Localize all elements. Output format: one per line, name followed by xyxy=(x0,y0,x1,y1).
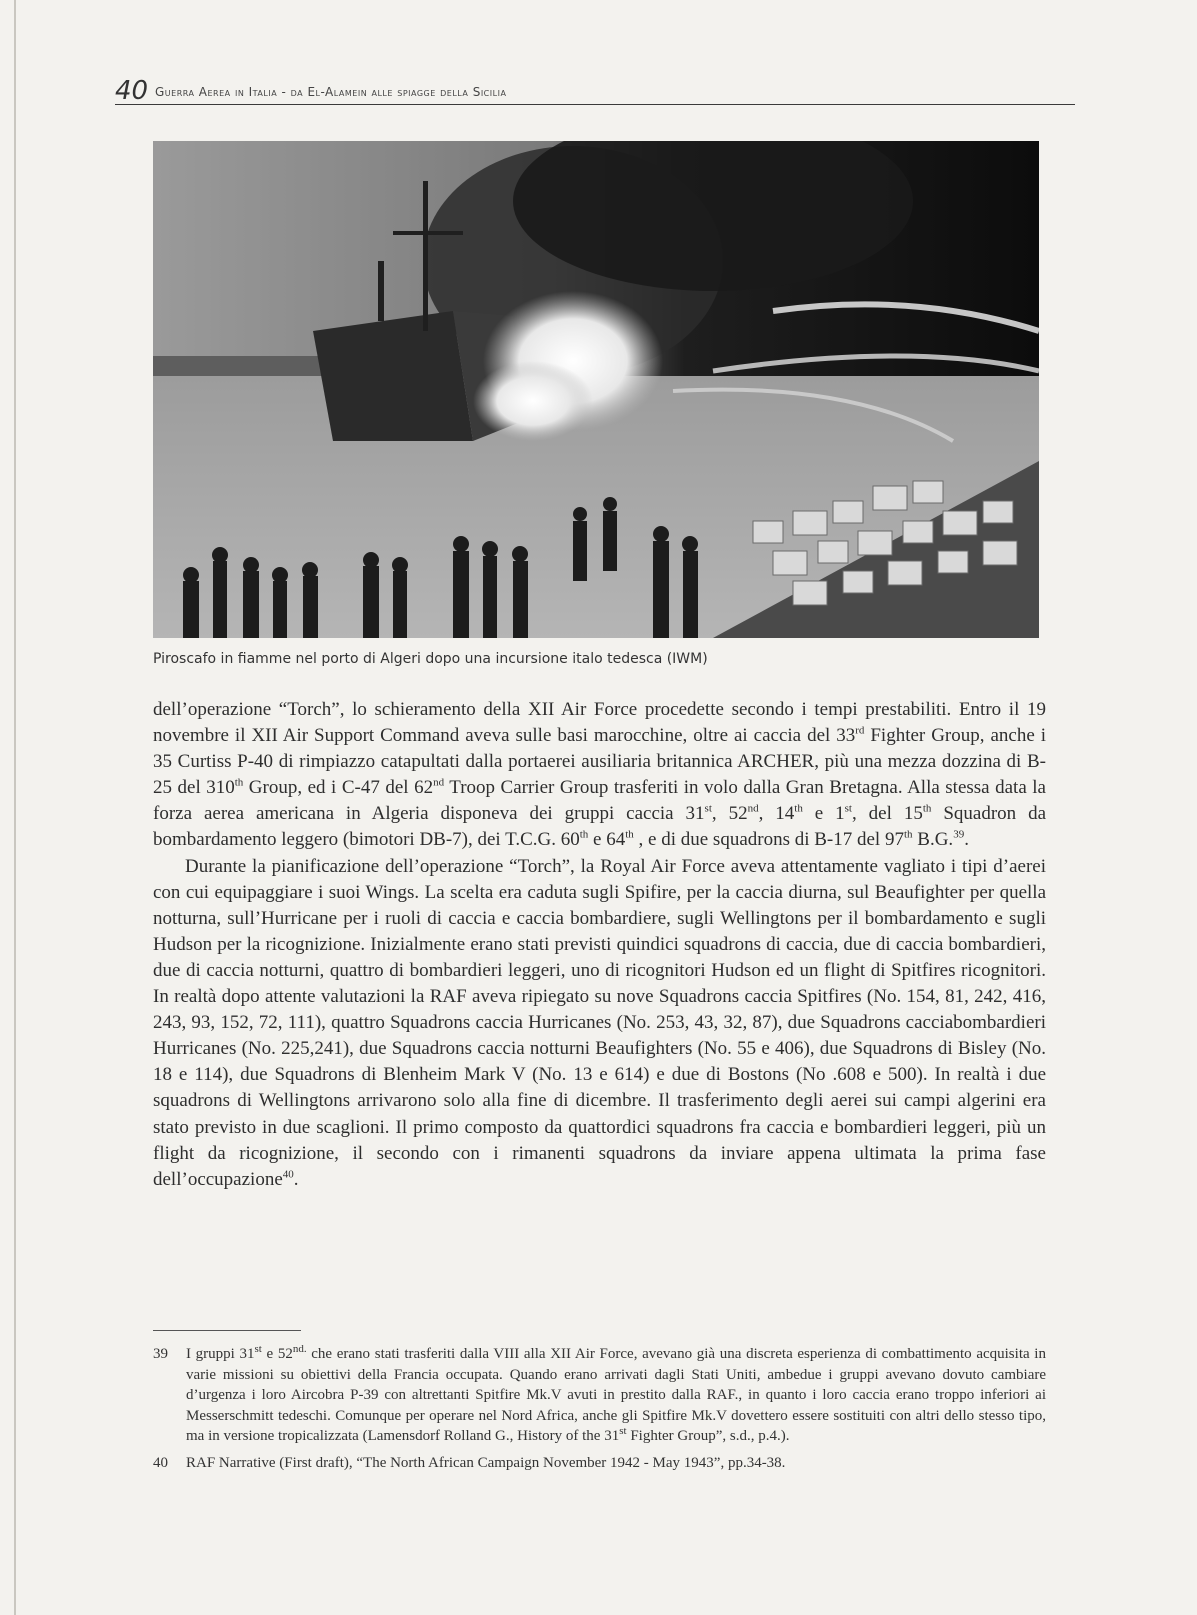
page-header xyxy=(115,74,1075,105)
footnotes xyxy=(153,1344,1046,1474)
footnote-number: 39 xyxy=(153,1346,168,1362)
footnote-ref-40[interactable]: 40 xyxy=(282,1168,294,1181)
page-number: 40 xyxy=(115,76,149,106)
page-left-edge xyxy=(14,0,16,1615)
paragraph-2: Durante la pianificazione dell’operazione “Torch”, la Royal Air Force aveva attentamente vagliato i tipi d’aerei con cui equipaggiare i suoi Wings. La scelta era caduta sugli Spifire, per la caccia diurna, sul Beaufighter per quella notturna, sull’Hurricane per i ruoli di caccia e caccia bombardiere, sugli Wellingtons per il bombardamento e sugli Hudson per la ricognizione. Inizialmente erano stati previsti quindici squadrons di caccia, due di caccia bombardieri, due di caccia notturni, quattro di bombardieri leggeri, uno di ricognitori Hudson ed un flight di Spitfires ricognitori. In realtà dopo attente valutazioni la RAF aveva ripiegato su nove Squadrons caccia Spitfires (No. 154, 81, 242, 416, 243, 93, 152, 72, 111), quattro Squadrons caccia Hurricanes (No. 253, 43, 32, 87), due Squadrons cacciabombardieri Hurricanes (No. 225,241), due Squadrons caccia notturni Beaufighters (No. 55 e 406), due Squadrons di Bisley (No. 18 e 114), due Squadrons di Blenheim Mark V (No. 13 e 614) e due di Bostons (No .608 e 500). In realtà i due squadrons di Wellingtons arrivarono solo alla fine di dicembre. Il trasferimento degli aerei sui campi algerini era stato previsto in due scaglioni. Il primo composto da quattordici squadrons fra caccia e bombardieri leggeri, più un flight da ricognizione, il secondo con i rimanenti squadrons da inviare appena ultimata la prima fase dell’occupazione$^{40}$. xyxy=(153,855,1046,1190)
body-text xyxy=(153,697,1046,1193)
footnote-ref-39[interactable]: 39 xyxy=(953,829,965,842)
footnote-40: 40 RAF Narrative (First draft), “The North African Campaign November 1942 - May 1943”, pp.34-38. xyxy=(153,1453,1046,1474)
footnote-divider xyxy=(153,1330,301,1331)
paragraph-1: dell’operazione “Torch”, lo schieramento della XII Air Force procedette secondo i tempi prestabiliti. Entro il 19 novembre il XII Air Support Command aveva sulle basi marocchine, oltre ai caccia del 33rd Fighter Group, anche i 35 Curtiss P-40 di rimpiazzo catapultati dalla portaerei ausiliaria britannica ARCHER, più una mezza dozzina di B-25 del 310th Group, ed i C-47 del 62nd Troop Carrier Group trasferiti in volo dalla Gran Bretagna. Alla stessa data la forza aerea americana in Algeria disponeva dei gruppi caccia 31st, 52nd, 14th e 1st, del 15th Squadron da bombardamento leggero (bimotori DB-7), dei T.C.G. 60th e 64th , e di due squadrons di B-17 del 97th B.G.$^{39}$. xyxy=(153,699,1047,851)
photograph-burning-ship xyxy=(153,141,1039,638)
footnote-number: 40 xyxy=(153,1454,168,1471)
running-title: Guerra Aerea in Italia - da El-Alamein alle spiagge della Sicilia xyxy=(155,85,507,99)
photo-caption: Piroscafo in fiamme nel porto di Algeri dopo una incursione italo tedesca (IWM) xyxy=(153,651,708,667)
footnote-39: 39 I gruppi 31st e $52^{nd.}$ che erano stati trasferiti dalla VIII alla XII Air Force, avevano già una discreta esperienza di combattimento acquisita in varie missioni su obiettivi della Francia occupata. Quando erano arrivati dagli Stati Uniti, ambedue i gruppi avevano dovuto cambiare d’urgenza i loro Aircobra P-39 con altrettanti Spitfire Mk.V avuti in prestito dalla RAF., in quanto i loro caccia erano troppo inferiori ai Messerschmitt tedeschi. Comunque per operare nel Nord Africa, anche gli Spitfire Mk.V dovettero essere sostituiti con altri dello stesso tipo, ma in versione tropicalizzata (Lamensdorf Rolland G., History of the 31st Fighter Group”, s.d., p.4.). xyxy=(153,1343,1046,1445)
